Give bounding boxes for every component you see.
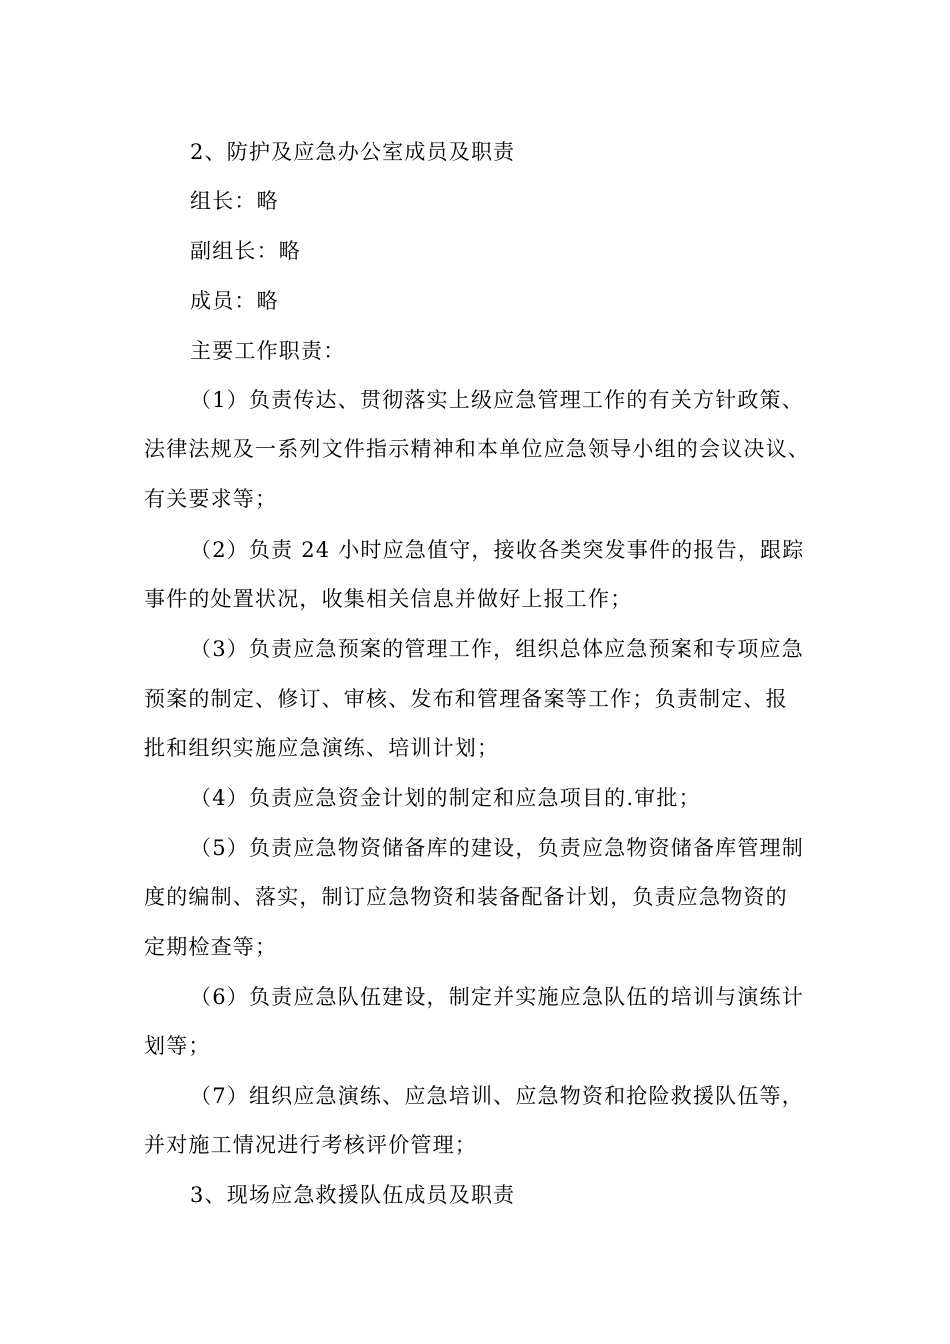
duty-item-1-line-1: （1）负责传达、贯彻落实上级应急管理工作的有关方针政策、 [190,388,804,412]
duty-item-7-line-2: 并对施工情况进行考核评价管理； [144,1133,477,1157]
deputy-leader-line: 副组长：略 [190,239,301,263]
duty-item-5-line-2: 度的编制、落实，制订应急物资和装备配备计划，负责应急物资的 [144,885,788,909]
section-heading-3: 3、现场应急救援队伍成员及职责 [190,1183,516,1207]
leader-line: 组长：略 [190,189,279,213]
members-line: 成员：略 [190,289,279,313]
duty-item-3-line-1: （3）负责应急预案的管理工作，组织总体应急预案和专项应急 [190,637,804,661]
duty-item-5-line-1: （5）负责应急物资储备库的建设，负责应急物资储备库管理制 [190,836,804,860]
duty-item-1-line-2: 法律法规及一系列文件指示精神和本单位应急领导小组的会议决议、 [144,437,810,461]
duties-title: 主要工作职责： [190,339,346,363]
duty-item-6-line-1: （6）负责应急队伍建设，制定并实施应急队伍的培训与演练计 [190,985,804,1009]
duty-item-2-line-2: 事件的处置状况，收集相关信息并做好上报工作； [144,587,633,611]
duty-item-4-line-1: （4）负责应急资金计划的制定和应急项目的.审批； [190,786,701,810]
duty-item-7-line-1: （7）组织应急演练、应急培训、应急物资和抢险救援队伍等， [190,1084,804,1108]
section-heading-2: 2、防护及应急办公室成员及职责 [190,140,516,164]
duty-item-2-line-1: （2）负责 24 小时应急值守，接收各类突发事件的报告，跟踪 [190,538,805,562]
duty-item-3-line-2: 预案的制定、修订、审核、发布和管理备案等工作；负责制定、报 [144,687,788,711]
duty-item-3-line-3: 批和组织实施应急演练、培训计划； [144,736,500,760]
duty-item-5-line-3: 定期检查等； [144,935,278,959]
duty-item-1-line-3: 有关要求等； [144,487,278,511]
duty-item-6-line-2: 划等； [144,1034,211,1058]
